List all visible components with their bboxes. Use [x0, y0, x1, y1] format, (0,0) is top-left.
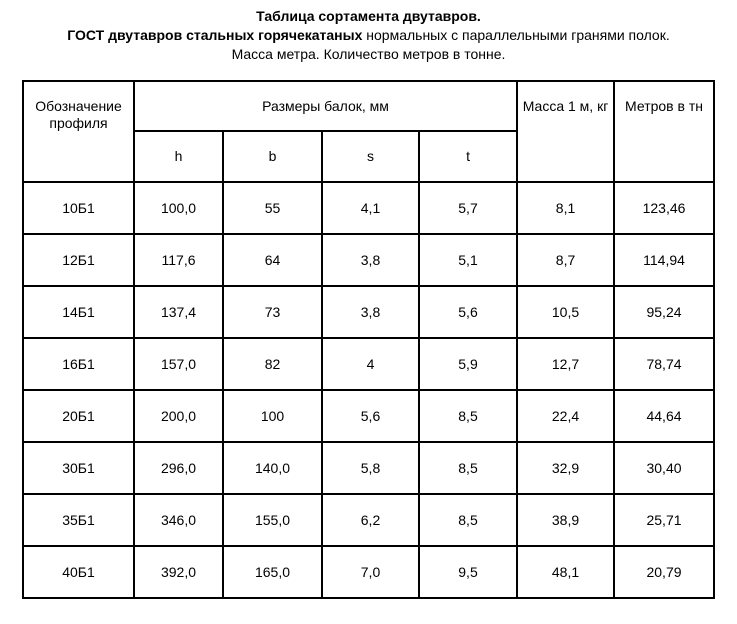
cell-meters: 95,24 — [614, 286, 714, 338]
cell-profile: 10Б1 — [23, 182, 134, 234]
cell-b: 55 — [223, 182, 322, 234]
document-title: Таблица сортамента двутавров. — [256, 8, 481, 24]
table-row — [23, 286, 714, 338]
cell-mass: 12,7 — [517, 338, 614, 390]
cell-b: 165,0 — [223, 546, 322, 598]
document-heading — [0, 7, 737, 64]
table-row — [23, 494, 714, 546]
document-caption: Масса метра. Количество метров в тонне. — [231, 46, 506, 62]
cell-b: 100 — [223, 390, 322, 442]
cell-h: 346,0 — [134, 494, 223, 546]
cell-b: 64 — [223, 234, 322, 286]
cell-meters: 30,40 — [614, 442, 714, 494]
cell-s: 6,2 — [322, 494, 419, 546]
subtitle-bold-part: ГОСТ двутавров стальных горячекатаных — [67, 27, 363, 43]
table-row — [23, 390, 714, 442]
cell-h: 157,0 — [134, 338, 223, 390]
cell-profile: 20Б1 — [23, 390, 134, 442]
header-mass: Масса 1 м, кг — [517, 81, 614, 182]
cell-mass: 48,1 — [517, 546, 614, 598]
cell-mass: 8,1 — [517, 182, 614, 234]
cell-meters: 78,74 — [614, 338, 714, 390]
cell-profile: 40Б1 — [23, 546, 134, 598]
header-meters-per-ton: Метров в тн — [614, 81, 714, 182]
subheader-s: s — [322, 131, 419, 182]
subtitle-rest: нормальных с параллельными гранями полок. — [362, 27, 670, 43]
cell-s: 4,1 — [322, 182, 419, 234]
cell-mass: 38,9 — [517, 494, 614, 546]
cell-t: 8,5 — [419, 442, 517, 494]
cell-profile: 14Б1 — [23, 286, 134, 338]
cell-t: 5,1 — [419, 234, 517, 286]
header-dimensions: Размеры балок, мм — [134, 81, 517, 131]
header-designation: Обозначение профиля — [23, 81, 134, 182]
cell-meters: 123,46 — [614, 182, 714, 234]
cell-b: 155,0 — [223, 494, 322, 546]
cell-s: 3,8 — [322, 286, 419, 338]
cell-t: 5,7 — [419, 182, 517, 234]
table-row — [23, 338, 714, 390]
cell-h: 392,0 — [134, 546, 223, 598]
cell-mass: 22,4 — [517, 390, 614, 442]
cell-t: 5,9 — [419, 338, 517, 390]
cell-t: 9,5 — [419, 546, 517, 598]
subheader-b: b — [223, 131, 322, 182]
table-row — [23, 182, 714, 234]
cell-s: 5,6 — [322, 390, 419, 442]
cell-h: 137,4 — [134, 286, 223, 338]
header-row — [23, 81, 714, 131]
subheader-h: h — [134, 131, 223, 182]
cell-meters: 44,64 — [614, 390, 714, 442]
cell-mass: 32,9 — [517, 442, 614, 494]
cell-b: 140,0 — [223, 442, 322, 494]
cell-mass: 10,5 — [517, 286, 614, 338]
table-body — [23, 182, 714, 598]
table-row — [23, 546, 714, 598]
cell-t: 5,6 — [419, 286, 517, 338]
beam-assortment-table — [22, 80, 715, 599]
cell-profile: 35Б1 — [23, 494, 134, 546]
cell-s: 5,8 — [322, 442, 419, 494]
table-row — [23, 442, 714, 494]
cell-s: 4 — [322, 338, 419, 390]
table-row — [23, 234, 714, 286]
cell-t: 8,5 — [419, 390, 517, 442]
cell-h: 296,0 — [134, 442, 223, 494]
cell-s: 3,8 — [322, 234, 419, 286]
cell-profile: 16Б1 — [23, 338, 134, 390]
cell-mass: 8,7 — [517, 234, 614, 286]
cell-h: 117,6 — [134, 234, 223, 286]
cell-b: 82 — [223, 338, 322, 390]
cell-b: 73 — [223, 286, 322, 338]
subheader-t: t — [419, 131, 517, 182]
cell-meters: 20,79 — [614, 546, 714, 598]
cell-s: 7,0 — [322, 546, 419, 598]
cell-meters: 25,71 — [614, 494, 714, 546]
cell-profile: 12Б1 — [23, 234, 134, 286]
cell-profile: 30Б1 — [23, 442, 134, 494]
document-subtitle — [0, 26, 737, 45]
cell-h: 100,0 — [134, 182, 223, 234]
cell-meters: 114,94 — [614, 234, 714, 286]
cell-t: 8,5 — [419, 494, 517, 546]
cell-h: 200,0 — [134, 390, 223, 442]
